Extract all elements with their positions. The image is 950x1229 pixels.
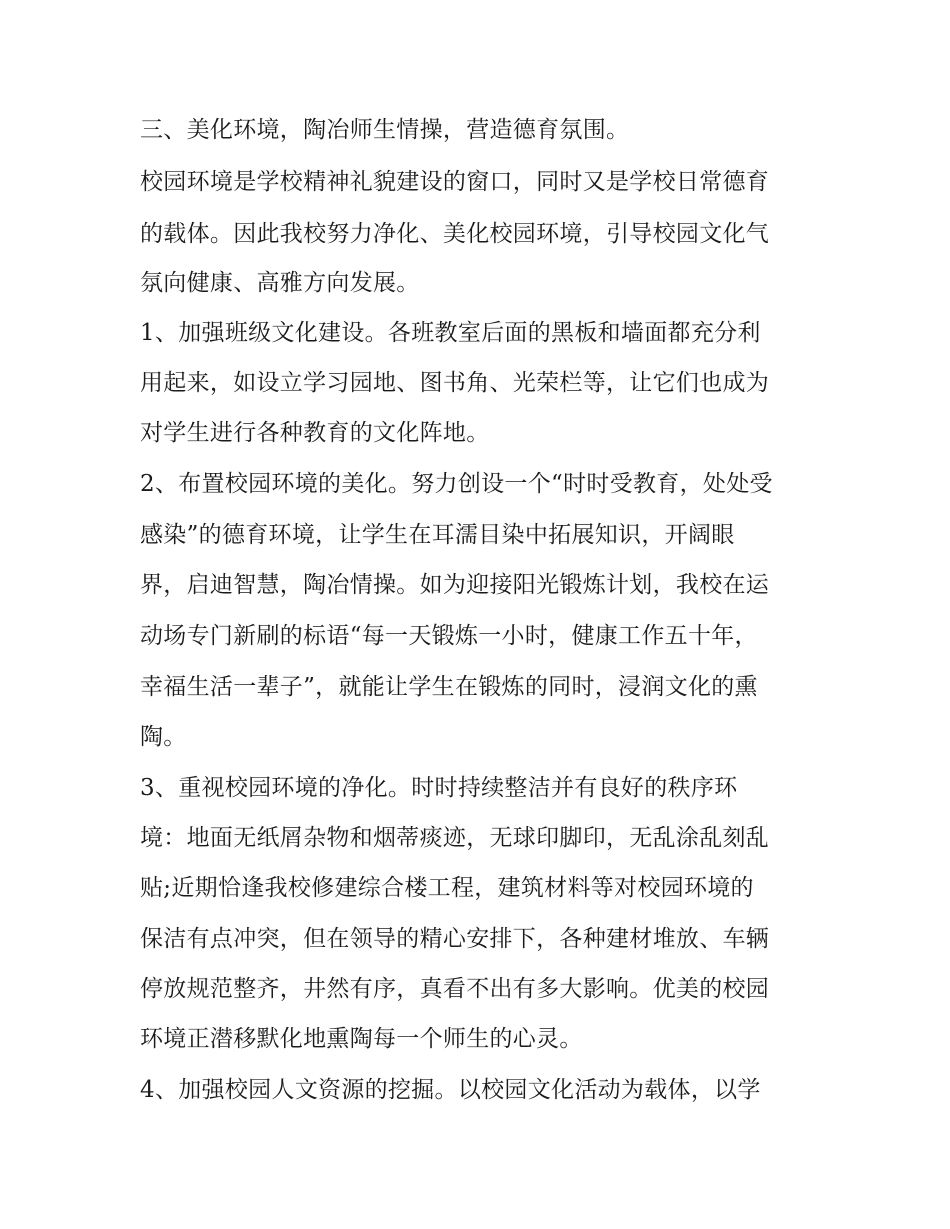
text-line: 动场专门新刷的标语“每一天锻炼一小时，健康工作五十年， <box>140 623 758 649</box>
text-line: 2、布置校园环境的美化。努力创设一个“时时受教育，处处受 <box>140 471 773 497</box>
text-line: 用起来，如设立学习园地、图书角、光荣栏等，让它们也成为 <box>140 370 770 396</box>
text-line: 感染”的德育环境，让学生在耳濡目染中拓展知识，开阔眼 <box>140 522 735 548</box>
text-line: 境：地面无纸屑杂物和烟蒂痰迹，无球印脚印，无乱涂乱刻乱 <box>140 825 770 851</box>
text-line: 保洁有点冲突，但在领导的精心安排下，各种建材堆放、车辆 <box>140 926 770 952</box>
text-line: 3、重视校园环境的净化。时时持续整洁并有良好的秩序环 <box>140 775 738 801</box>
text-line: 1、加强班级文化建设。各班教室后面的黑板和墙面都充分利 <box>140 320 761 346</box>
text-line: 陶。 <box>140 724 187 750</box>
text-line: 贴;近期恰逢我校修建综合楼工程，建筑材料等对校园环境的 <box>140 875 754 901</box>
text-line: 停放规范整齐，井然有序，真看不出有多大影响。优美的校园 <box>140 976 770 1002</box>
text-line: 的载体。因此我校努力净化、美化校园环境，引导校园文化气 <box>140 221 770 247</box>
text-line: 三、美化环境，陶冶师生情操，营造德育氛围。 <box>140 117 630 143</box>
text-line: 环境正潜移默化地熏陶每一个师生的心灵。 <box>140 1026 583 1052</box>
text-line: 界，启迪智慧，陶冶情操。如为迎接阳光锻炼计划，我校在运 <box>140 572 770 598</box>
text-line: 校园环境是学校精神礼貌建设的窗口，同时又是学校日常德育 <box>140 169 770 195</box>
text-line: 对学生进行各种教育的文化阵地。 <box>140 420 490 446</box>
text-line: 4、加强校园人文资源的挖掘。以校园文化活动为载体，以学 <box>140 1077 761 1103</box>
text-line: 幸福生活一辈子”，就能让学生在锻炼的同时，浸润文化的熏 <box>140 674 758 700</box>
text-line: 氛向健康、高雅方向发展。 <box>140 270 420 296</box>
